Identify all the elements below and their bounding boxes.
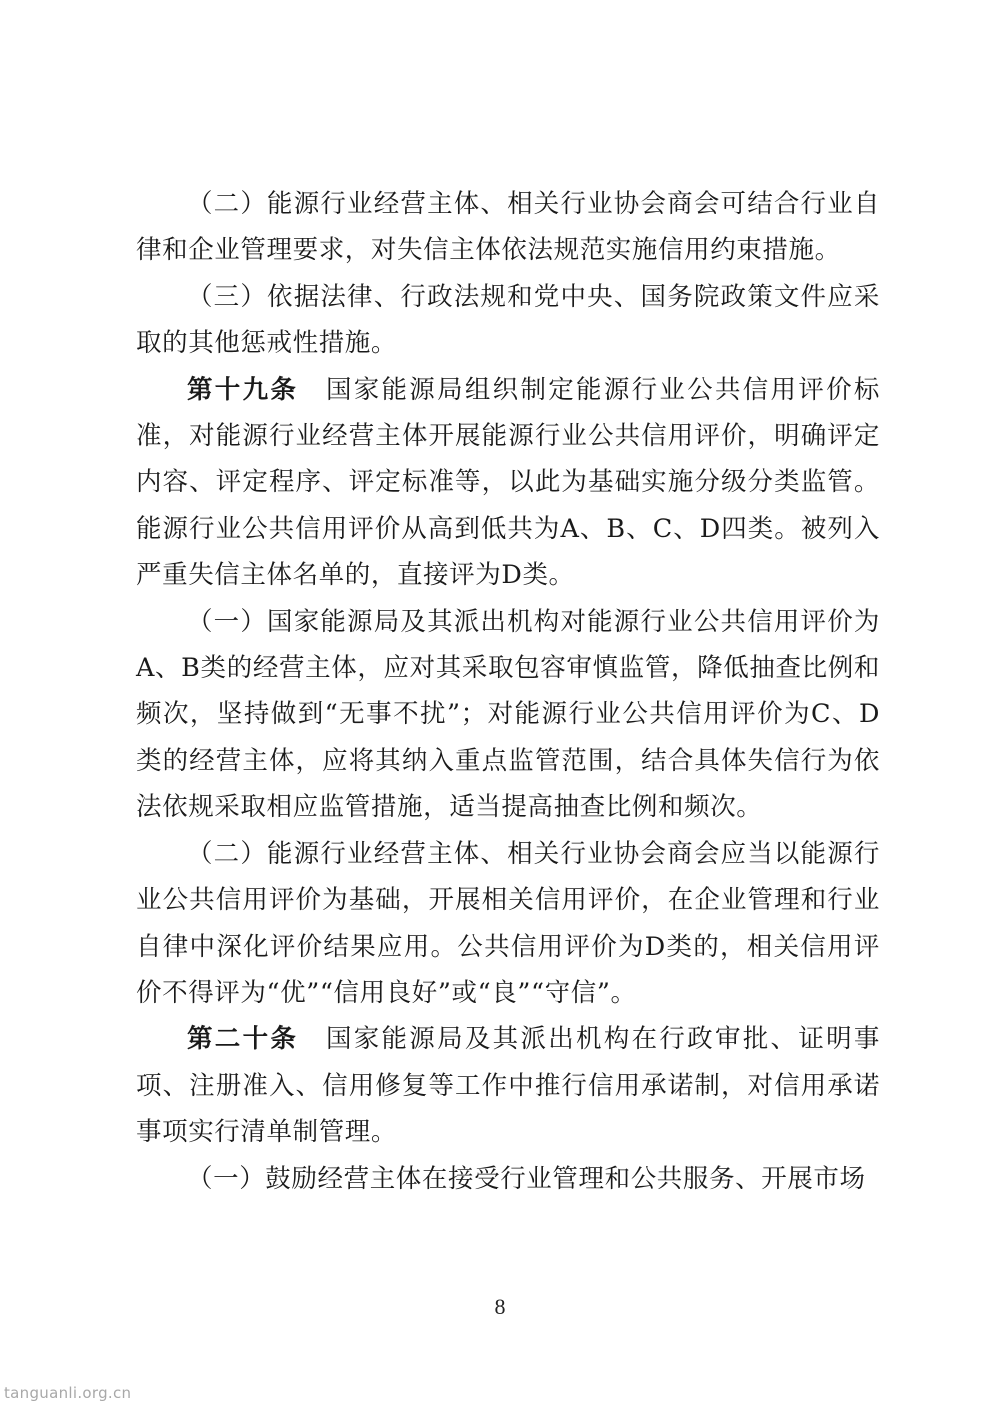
paragraph <box>136 181 880 274</box>
paragraph <box>136 599 880 831</box>
paragraph-text: （二）能源行业经营主体、相关行业协会商会应当以能源行业公共信用评价为基础，开展相关信用评价，在企业管理和行业自律中深化评价结果应用。公共信用评价为D类的，相关信用评价不得评为“优”“信用良好”或“良”“守信”。 <box>136 838 880 1008</box>
paragraph-text: （一）鼓励经营主体在接受行业管理和公共服务、开展市场 <box>187 1163 866 1194</box>
article-heading: 第十九条 <box>187 374 299 405</box>
paragraph <box>136 274 880 367</box>
paragraph-text: （二）能源行业经营主体、相关行业协会商会可结合行业自律和企业管理要求，对失信主体依法规范实施信用约束措施。 <box>136 189 880 266</box>
paragraph-text: （一）国家能源局及其派出机构对能源行业公共信用评价为A、B类的经营主体，应对其采取包容审慎监管，降低抽查比例和频次，坚持做到“无事不扰”；对能源行业公共信用评价为C、D类的经营主体，应将其纳入重点监管范围，结合具体失信行为依法依规采取相应监管措施，适当提高抽查比例和频次。 <box>136 606 880 823</box>
paragraph <box>136 367 880 599</box>
paragraph-text: 国家能源局及其派出机构在行政审批、证明事项、注册准入、信用修复等工作中推行信用承诺制，对信用承诺事项实行清单制管理。 <box>136 1024 880 1148</box>
document-body <box>136 181 880 1202</box>
paragraph-text: （三）依据法律、行政法规和党中央、国务院政策文件应采取的其他惩戒性措施。 <box>136 281 880 359</box>
paragraph <box>136 1156 880 1202</box>
paragraph <box>136 1016 880 1155</box>
article-heading: 第二十条 <box>187 1024 299 1055</box>
paragraph-text: 国家能源局组织制定能源行业公共信用评价标准，对能源行业经营主体开展能源行业公共信用评价，明确评定内容、评定程序、评定标准等，以此为基础实施分级分类监管。能源行业公共信用评价从高到低共为A、B、C、D四类。被列入严重失信主体名单的，直接评为D类。 <box>136 374 880 591</box>
paragraph <box>136 831 880 1017</box>
page-number: 8 <box>494 1294 506 1319</box>
watermark-text: tanguanli.org.cn <box>4 1384 132 1402</box>
